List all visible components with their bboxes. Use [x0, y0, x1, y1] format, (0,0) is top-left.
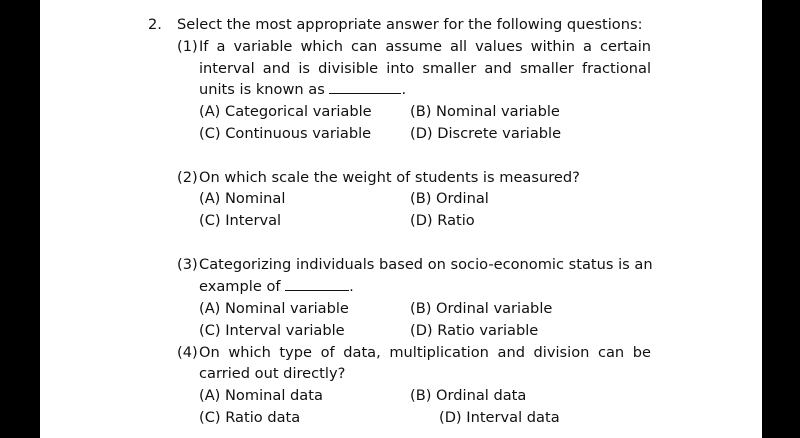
subquestion-3-end-punct: . [349, 278, 354, 295]
subquestion-1-option-d: (D) Discrete variable [410, 125, 562, 142]
subquestion-4-number: (4) [177, 344, 198, 361]
subquestion-3-line-2 [199, 278, 354, 296]
subquestion-1-line-2: interval and is divisible into smaller and smaller fractional [199, 60, 651, 77]
subquestion-1-option-c: (C) Continuous variable [199, 125, 372, 142]
subquestion-4-line-1: On which type of data, multiplication and division can be [199, 344, 651, 361]
subquestion-4-line-2: carried out directly? [199, 365, 346, 382]
subquestion-3-line-2-text: example of [199, 278, 281, 295]
subquestion-2-number: (2) [177, 169, 198, 186]
subquestion-1-line-3-text: units is known as [199, 81, 325, 98]
subquestion-3-option-c: (C) Interval variable [199, 322, 345, 339]
question-prompt: Select the most appropriate answer for the following questions: [177, 16, 643, 33]
subquestion-4-option-c: (C) Ratio data [199, 409, 301, 426]
subquestion-3-option-b: (B) Ordinal variable [410, 300, 553, 317]
subquestion-1-number: (1) [177, 38, 198, 55]
subquestion-2-line-1: On which scale the weight of students is measured? [199, 169, 580, 186]
subquestion-3-number: (3) [177, 256, 198, 273]
subquestion-4-option-a: (A) Nominal data [199, 387, 323, 404]
subquestion-3-line-1: Categorizing individuals based on socio-economic status is an [199, 256, 653, 273]
question-number: 2. [148, 16, 162, 33]
subquestion-3-option-d: (D) Ratio variable [410, 322, 539, 339]
subquestion-1-line-1: If a variable which can assume all values within a certain [199, 38, 651, 55]
subquestion-2-option-d: (D) Ratio [410, 212, 475, 229]
subquestion-1-option-a: (A) Categorical variable [199, 103, 372, 120]
answer-blank [329, 81, 401, 94]
subquestion-1-option-b: (B) Nominal variable [410, 103, 560, 120]
subquestion-4-option-b: (B) Ordinal data [410, 387, 527, 404]
answer-blank [285, 278, 349, 291]
subquestion-4-option-d: (D) Interval data [439, 409, 560, 426]
subquestion-1-end-punct: . [401, 81, 407, 98]
subquestion-2-option-c: (C) Interval [199, 212, 282, 229]
subquestion-2-option-a: (A) Nominal [199, 190, 286, 207]
subquestion-2-option-b: (B) Ordinal [410, 190, 489, 207]
subquestion-3-option-a: (A) Nominal variable [199, 300, 349, 317]
subquestion-1-line-3 [199, 81, 406, 99]
